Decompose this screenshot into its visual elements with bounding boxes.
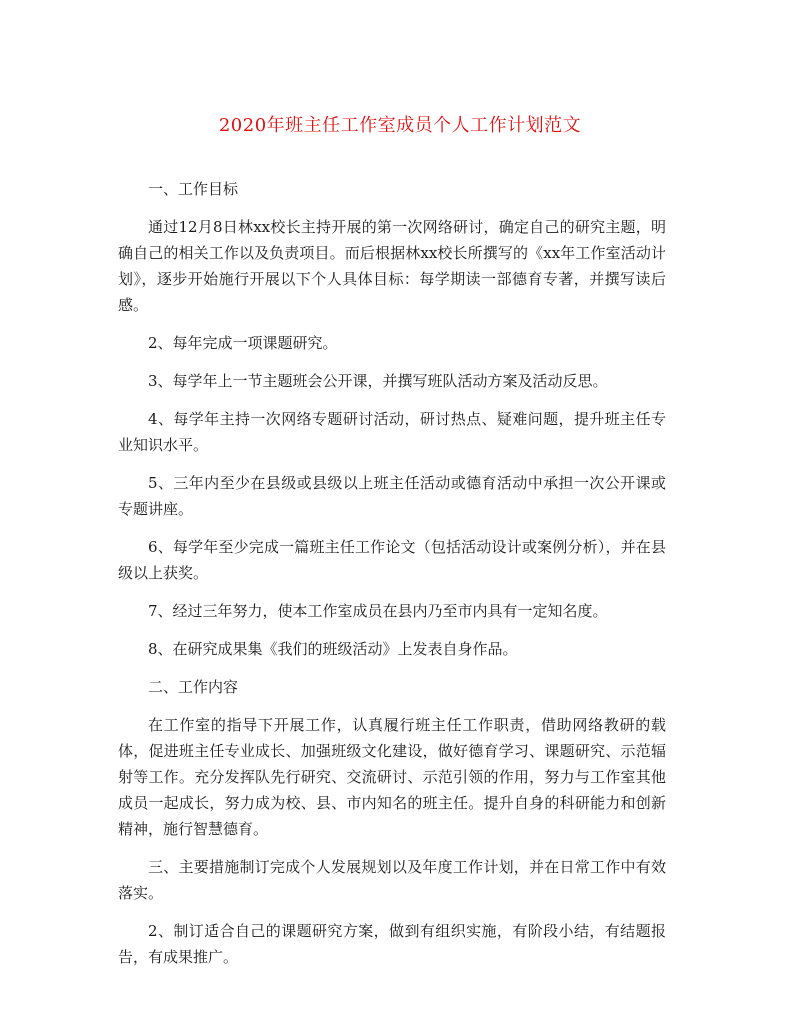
list-item: 8、在研究成果集《我们的班级活动》上发表自身作品。 bbox=[148, 640, 518, 658]
document-body bbox=[118, 176, 666, 982]
document-title: 2020年班主任工作室成员个人工作计划范文 bbox=[218, 115, 582, 136]
section-heading-goals: 一、工作目标 bbox=[148, 180, 239, 198]
section-heading-content: 二、工作内容 bbox=[148, 678, 239, 696]
list-item: 2、每年完成一项课题研究。 bbox=[148, 334, 338, 352]
list-item: 5、三年内至少在县级或县级以上班主任活动或德育活动中承担一次公开课或专题讲座。 bbox=[118, 474, 666, 518]
list-item: 2、制订适合自己的课题研究方案，做到有组织实施，有阶段小结，有结题报告，有成果推广。 bbox=[118, 922, 666, 966]
list-item: 6、每学年至少完成一篇班主任工作论文（包括活动设计或案例分析），并在县级以上获奖。 bbox=[118, 538, 666, 582]
section-heading-measures: 三、主要措施制订完成个人发展规划以及年度工作计划，并在日常工作中有效落实。 bbox=[118, 858, 666, 902]
list-item: 4、每学年主持一次网络专题研讨活动，研讨热点、疑难问题，提升班主任专业知识水平。 bbox=[118, 410, 666, 454]
paragraph: 在工作室的指导下开展工作，认真履行班主任工作职责，借助网络教研的载体，促进班主任专业成长、加强班级文化建设，做好德育学习、课题研究、示范辐射等工作。充分发挥队先行研究、交流研讨、示范引领的作用，努力与工作室其他成员一起成长，努力成为校、县、市内知名的班主任。提升自身的科研能力和创新精神，施行智慧德育。 bbox=[118, 716, 666, 838]
paragraph: 通过12月8日林xx校长主持开展的第一次网络研讨，确定自己的研究主题，明确自己的相关工作以及负责项目。而后根据林xx校长所撰写的《xx年工作室活动计划》，逐步开始施行开展以下个人具体目标：每学期读一部德育专著，并撰写读后感。 bbox=[118, 218, 666, 314]
list-item: 7、经过三年努力，使本工作室成员在县内乃至市内具有一定知名度。 bbox=[148, 602, 608, 620]
list-item: 3、每学年上一节主题班会公开课，并撰写班队活动方案及活动反思。 bbox=[148, 372, 608, 390]
